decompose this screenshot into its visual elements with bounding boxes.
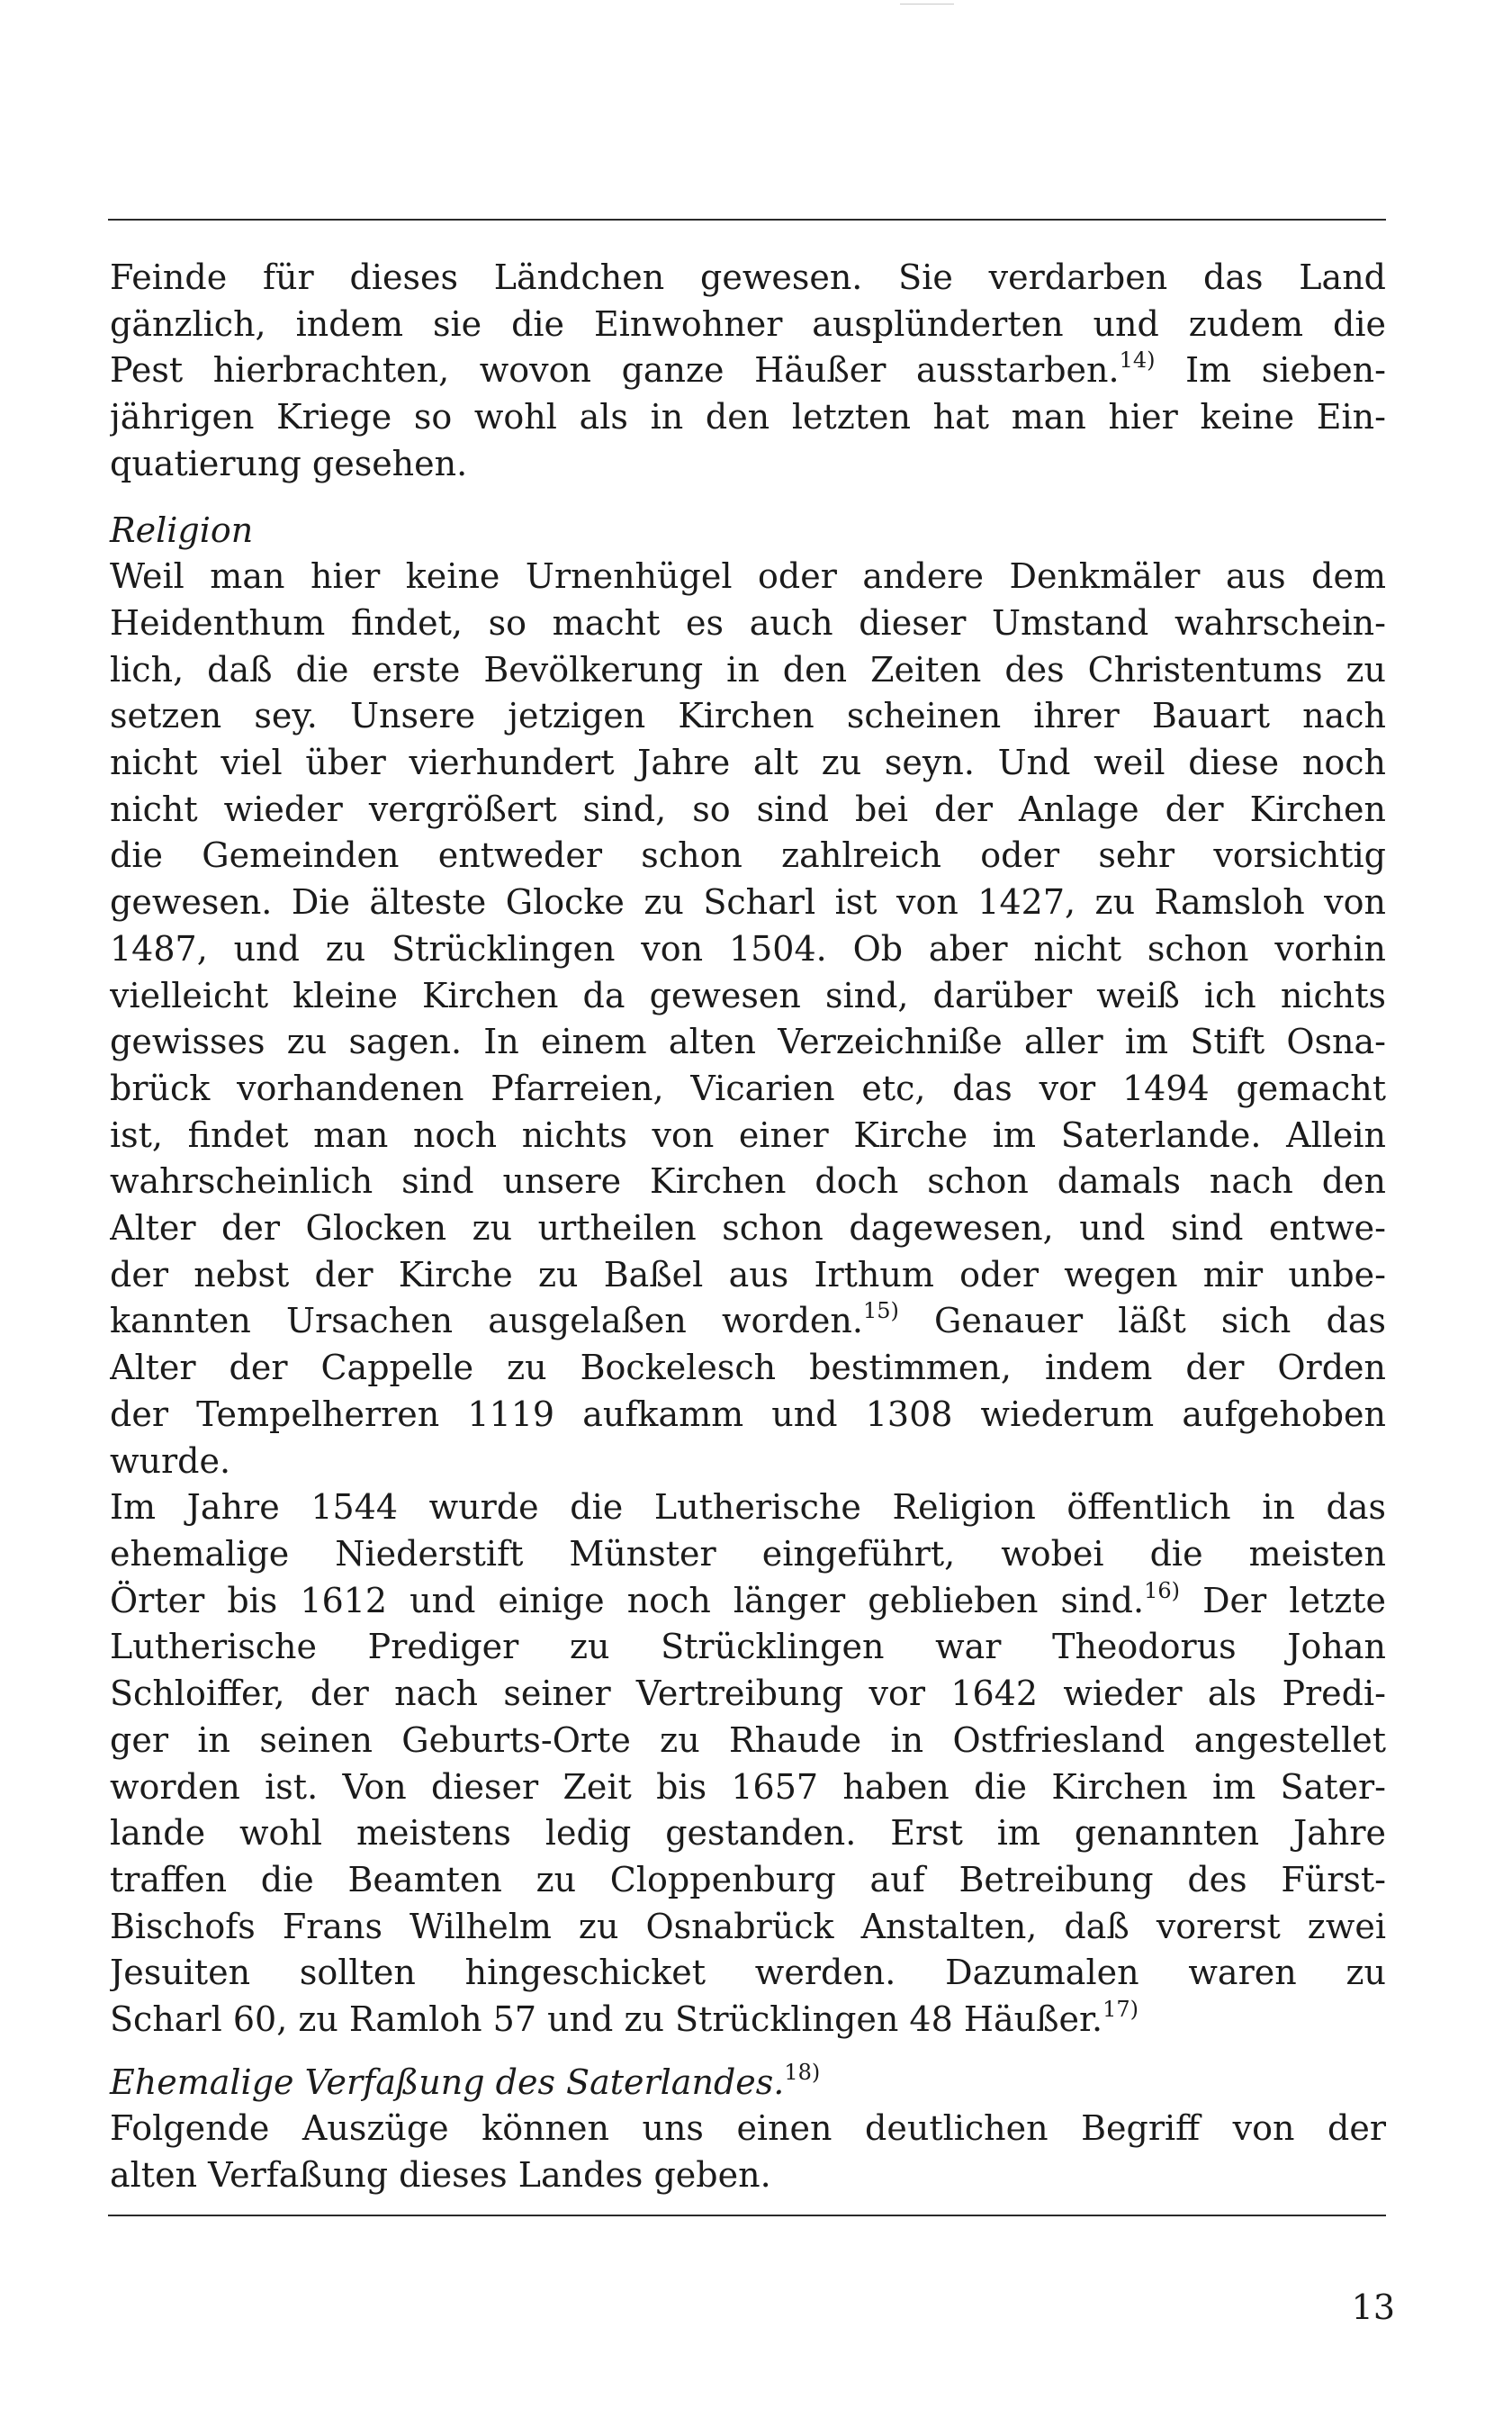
footnote-ref-14[interactable]: 14) [1119,347,1156,374]
text-line: der Tempelherren 1119 aufkamm und 1308 wiederum aufgehoben [110,1394,1386,1434]
paragraph-religion [110,554,1386,1484]
text-line: Weil man hier keine Urnenhügel oder andere Denkmäler aus dem [110,556,1386,597]
text-line: Scharl 60, zu Ramloh 57 und zu Strücklingen 48 Häußer.$^{17)}$ [110,1997,1138,2040]
text-line: Jesuiten sollten hingeschicket werden. Dazumalen waren zu [110,1953,1386,1993]
text-line: 1487, und zu Strücklingen von 1504. Ob aber nicht schon vorhin [110,928,1386,969]
text-line: brück vorhandenen Pfarreien, Vicarien etc, das vor 1494 gemacht [110,1068,1386,1108]
footnote-ref-17[interactable]: 17) [1102,1997,1138,2023]
text-line: wurde. [110,1440,231,1481]
top-rule [108,219,1386,221]
text-line: Feinde für dieses Ländchen gewesen. Sie verdarben das Land [110,257,1386,297]
page-number: 13 [1351,2287,1395,2327]
text-line: ehemalige Niederstift Münster eingeführt, wobei die meisten [110,1533,1386,1574]
page-body [110,255,1386,2199]
text-line: traffen die Beamten zu Cloppenburg auf Betreibung des Fürst- [110,1859,1386,1899]
text-line: nicht wieder vergrößert sind, so sind bei der Anlage der Kirchen [110,789,1386,829]
footnote-ref-15[interactable]: 15) [862,1298,899,1324]
text-line: quatierung gesehen. [110,443,468,483]
footnote-ref-18[interactable]: 18) [784,2059,821,2085]
text-line: gänzlich, indem sie die Einwohner ausplünderten und zudem die [110,303,1386,344]
paragraph-verfassung [110,2106,1386,2198]
text-line: Folgende Auszüge können uns einen deutlichen Begriff von der [110,2108,1386,2149]
text-line: wahrscheinlich sind unsere Kirchen doch schon damals nach den [110,1161,1386,1202]
text-line: lande wohl meistens ledig gestanden. Erst im genannten Jahre [110,1813,1386,1854]
text-line: jährigen Kriege so wohl als in den letzten hat man hier keine Ein- [110,397,1386,438]
text-line: Bischofs Frans Wilhelm zu Osnabrück Anstalten, daß vorerst zwei [110,1906,1386,1946]
paragraph-invasion [110,255,1386,488]
scan-artifact [900,4,954,5]
text-line: ist, findet man noch nichts von einer Kirche im Saterlande. Allein [110,1114,1386,1155]
text-line: Örter bis 1612 und einige noch länger geblieben sind.$^{16)}$ Der letzte [110,1577,1386,1620]
text-line: Alter der Glocken zu urtheilen schon dagewesen, und sind entwe- [110,1208,1386,1249]
text-line: gewesen. Die älteste Glocke zu Scharl ist von 1427, zu Ramsloh von [110,882,1386,923]
text-line: Im Jahre 1544 wurde die Lutherische Religion öffentlich in das [110,1487,1386,1528]
text-line: Alter der Cappelle zu Bockelesch bestimmen, indem der Orden [110,1348,1386,1388]
text-line: setzen sey. Unsere jetzigen Kirchen scheinen ihrer Bauart nach [110,696,1386,736]
text-line: die Gemeinden entweder schon zahlreich oder sehr vorsichtig [110,835,1386,876]
heading-religion: Religion [110,510,254,550]
text-line: Schloiffer, der nach seiner Vertreibung vor 1642 wieder als Predi- [110,1674,1386,1714]
text-line: lich, daß die erste Bevölkerung in den Zeiten des Christentums zu [110,649,1386,690]
text-line: vielleicht kleine Kirchen da gewesen sind, darüber weiß ich nichts [110,975,1386,1015]
text-line: Lutherische Prediger zu Strücklingen war Theodorus Johan [110,1627,1386,1667]
bottom-rule [108,2215,1386,2216]
text-line: Pest hierbrachten, wovon ganze Häußer ausstarben.$^{14)}$ Im sieben- [110,347,1386,391]
text-line: worden ist. Von dieser Zeit bis 1657 haben die Kirchen im Sater- [110,1766,1386,1807]
text-line: alten Verfaßung dieses Landes geben. [110,2155,771,2196]
text-line: ger in seinen Geburts-Orte zu Rhaude in Ostfriesland angestellet [110,1719,1386,1760]
paragraph-lutheran [110,1484,1386,2043]
text-line: gewisses zu sagen. In einem alten Verzeichniße aller im Stift Osna- [110,1022,1386,1062]
heading-verfassung: Ehemalige Verfaßung des Saterlandes.$^{18)}$ [110,2059,821,2102]
text-line: kannten Ursachen ausgelaßen worden.$^{15)}$ Genauer läßt sich das [110,1298,1386,1341]
text-line: Heidenthum findet, so macht es auch dieser Umstand wahrschein- [110,602,1386,643]
text-line: der nebst der Kirche zu Baßel aus Irthum oder wegen mir unbe- [110,1254,1386,1295]
footnote-ref-16[interactable]: 16) [1144,1577,1180,1603]
text-line: nicht viel über vierhundert Jahre alt zu seyn. Und weil diese noch [110,743,1386,783]
